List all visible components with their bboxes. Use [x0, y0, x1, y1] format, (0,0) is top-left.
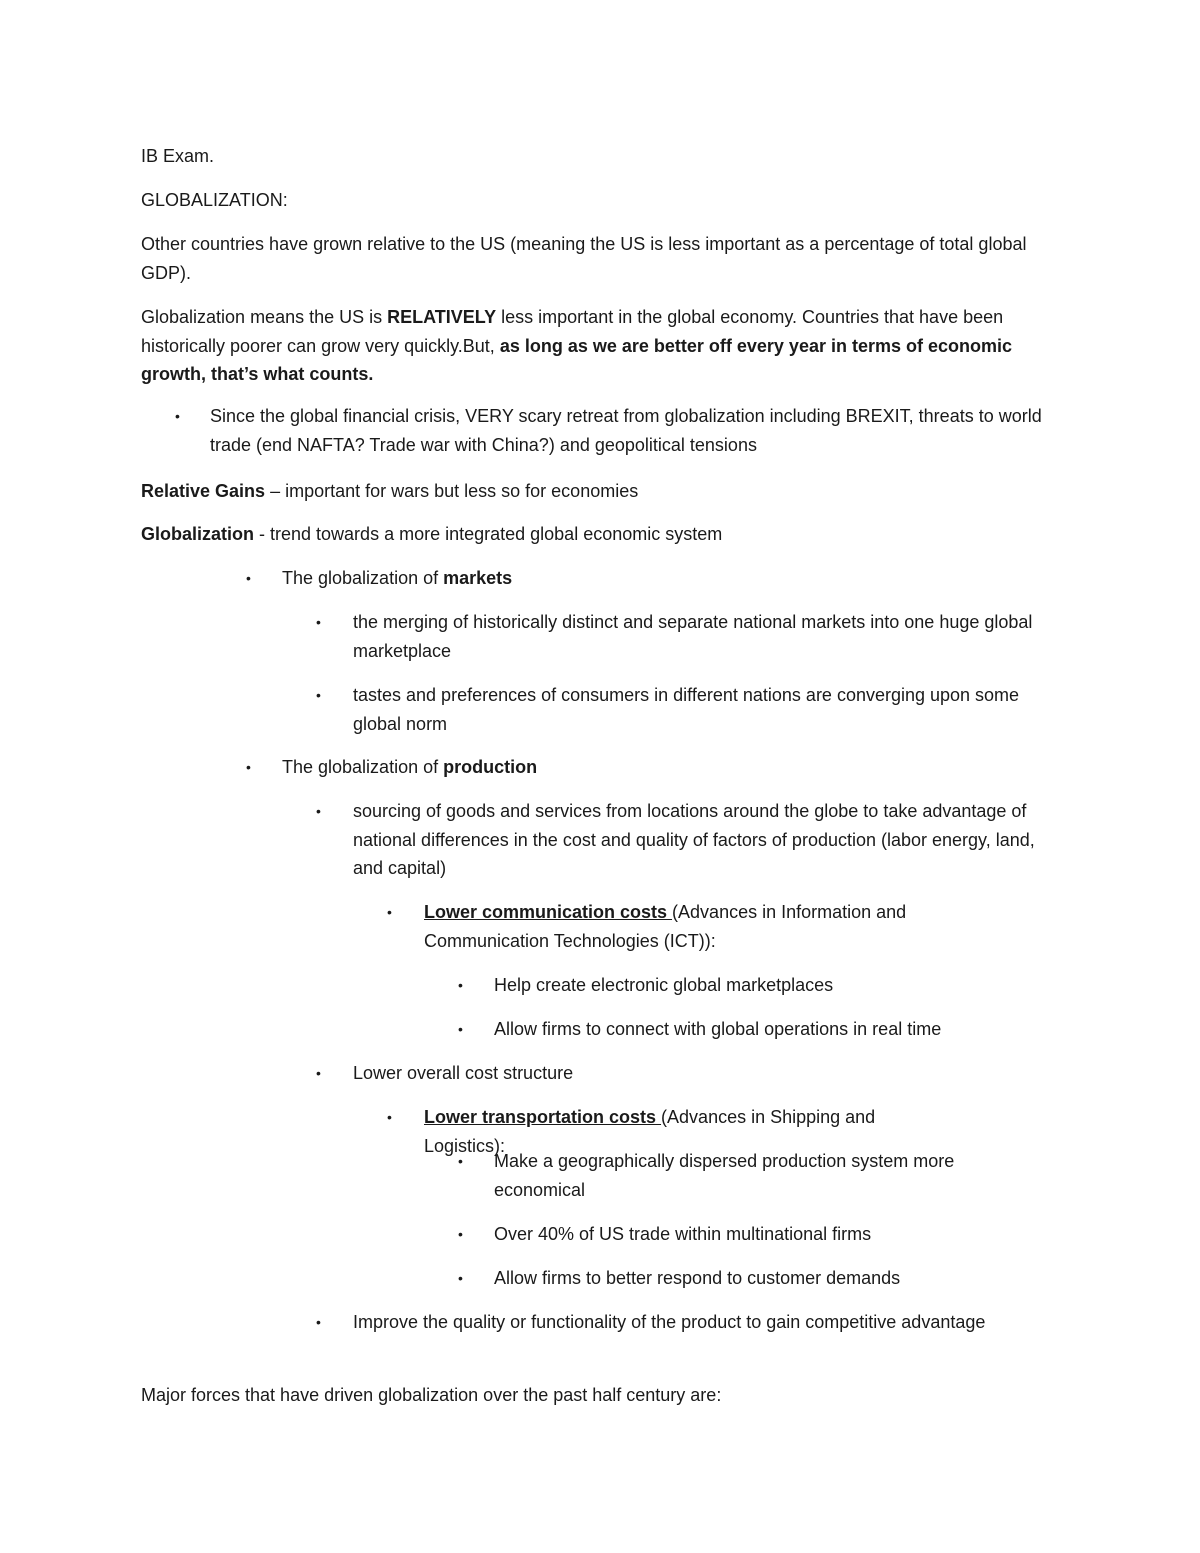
list-item: • Help create electronic global marketplaces	[458, 971, 1018, 1000]
bullet-icon: •	[458, 1153, 463, 1169]
bullet-icon: •	[387, 1109, 392, 1125]
bullet-icon: •	[458, 1270, 463, 1286]
bullet-icon: •	[458, 1021, 463, 1037]
communication-costs-term: Lower communication costs	[424, 902, 673, 922]
list-item: • Over 40% of US trade within multinational firms	[458, 1220, 1018, 1249]
relative-gains-line: Relative Gains – important for wars but less so for economies	[141, 481, 639, 501]
forces-heading: Major forces that have driven globalization over the past half century are:	[141, 1385, 722, 1405]
list-item: • Lower transportation costs (Advances in Shipping and Logistics):	[387, 1103, 947, 1160]
bullet-icon: •	[175, 408, 180, 424]
relative-gains-term: Relative Gains	[141, 481, 266, 501]
bullet-icon: •	[316, 614, 321, 630]
bullet-icon: •	[316, 1314, 321, 1330]
bullet-icon: •	[458, 1226, 463, 1242]
list-item: • the merging of historically distinct and separate national markets into one huge global marketplace	[316, 608, 1061, 665]
relatively-emphasis: RELATIVELY	[387, 307, 497, 327]
list-item: • Make a geographically dispersed production system more economical	[458, 1147, 1018, 1204]
production-term: production	[443, 757, 538, 777]
list-item: • Lower overall cost structure	[316, 1059, 1061, 1088]
globalization-paragraph: Globalization means the US is RELATIVELY less important in the global economy. Countries that have been historically poorer can grow very quickly.But, as long as we are better off every year in terms of economic growth, that’s what counts.	[141, 307, 1013, 384]
exam-title: IB Exam.	[141, 146, 215, 166]
bullet-icon: •	[246, 570, 251, 586]
markets-term: markets	[443, 568, 513, 588]
list-item: • Since the global financial crisis, VERY scary retreat from globalization including BREXIT, threats to world trade (end NAFTA? Trade war with China?) and geopolitical tensions	[175, 402, 1055, 459]
list-item: • tastes and preferences of consumers in different nations are converging upon some global norm	[316, 681, 1061, 738]
list-item: • Allow firms to connect with global operations in real time	[458, 1015, 1018, 1044]
transportation-costs-term: Lower transportation costs	[424, 1107, 662, 1127]
bullet-icon: •	[458, 977, 463, 993]
list-item: • The globalization of markets	[246, 564, 1056, 593]
list-item: • Improve the quality or functionality of the product to gain competitive advantage	[316, 1308, 1061, 1337]
list-item: • sourcing of goods and services from locations around the globe to take advantage of national differences in the cost and quality of factors of production (labor energy, land, and capital)	[316, 797, 1061, 883]
intro-paragraph: Other countries have grown relative to the US (meaning the US is less important as a percentage of total global GDP).	[141, 234, 1027, 283]
bullet-icon: •	[246, 759, 251, 775]
topic-heading: GLOBALIZATION:	[141, 190, 288, 210]
growth-emphasis: as long as we are better off every year in terms of economic growth, that’s what counts.	[141, 335, 1013, 384]
globalization-term: Globalization	[141, 524, 255, 544]
list-item: • The globalization of production	[246, 753, 1056, 782]
list-item: • Allow firms to better respond to customer demands	[458, 1264, 1018, 1293]
bullet-icon: •	[316, 1065, 321, 1081]
globalization-definition: Globalization - trend towards a more integrated global economic system	[141, 524, 723, 544]
bullet-icon: •	[316, 687, 321, 703]
bullet-icon: •	[387, 904, 392, 920]
list-item: • Lower communication costs (Advances in Information and Communication Technologies (ICT)):	[387, 898, 947, 955]
bullet-icon: •	[316, 803, 321, 819]
